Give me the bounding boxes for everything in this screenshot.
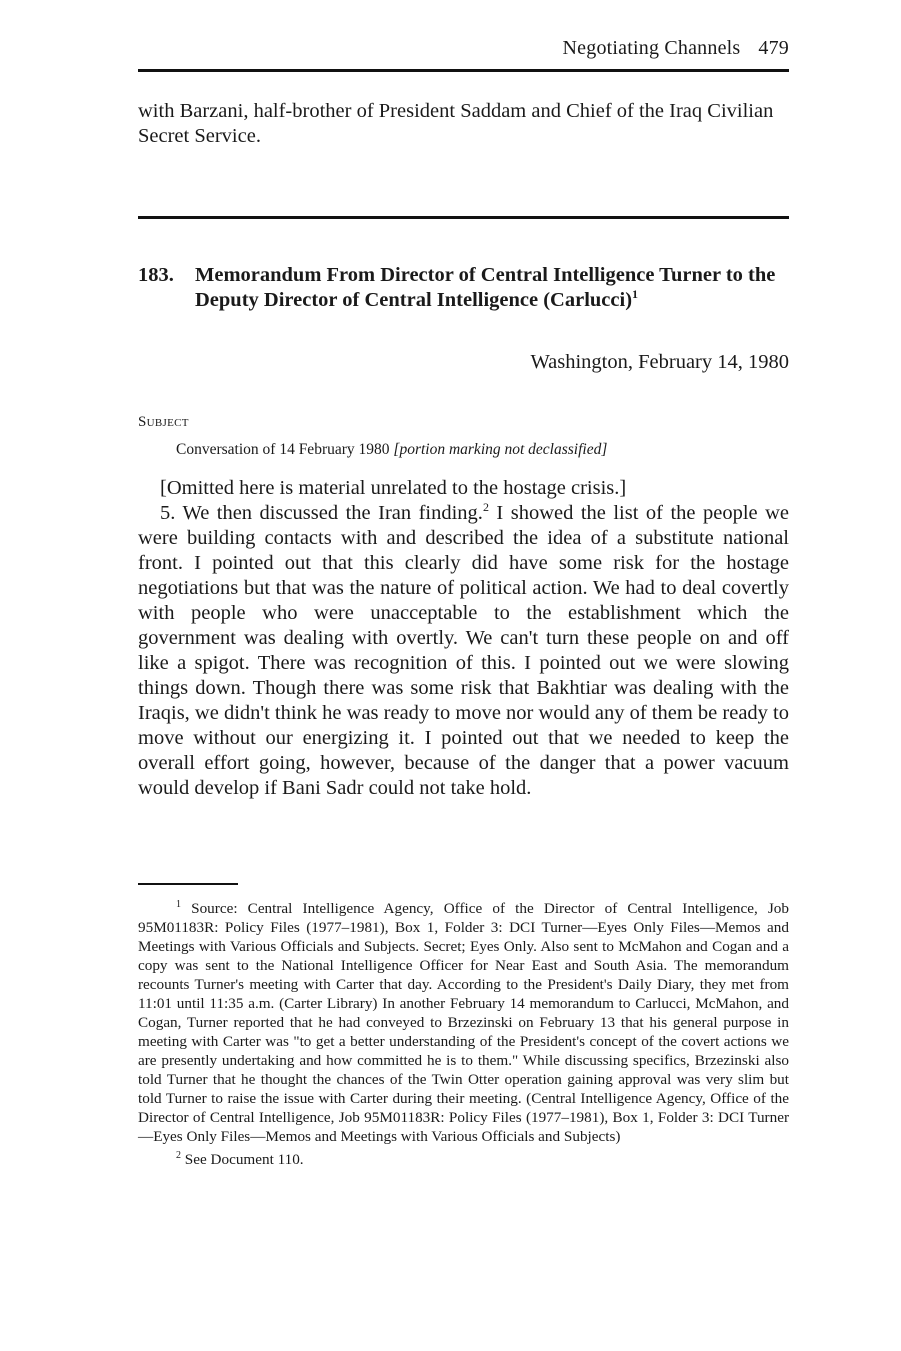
footnote-rule (138, 883, 238, 885)
footnote-ref-2: 2 (482, 500, 489, 515)
footnotes (138, 899, 789, 1173)
subject-main: Conversation of 14 February 1980 (176, 441, 394, 458)
document-number: 183. (138, 264, 174, 286)
footnote-2-text: See Document 110. (181, 1151, 304, 1168)
paragraph-5-start: 5. We then discussed the Iran finding. (160, 502, 483, 524)
footnote-1 (138, 899, 789, 1146)
document-title (195, 263, 789, 313)
document-heading (138, 263, 789, 313)
document-title-text: Memorandum From Director of Central Intelligence Turner to the Deputy Director of Central Intelligence (Carlucci) (195, 264, 776, 311)
omitted-note: [Omitted here is material unrelated to the hostage crisis.] (160, 477, 627, 499)
footnote-1-text: Source: Central Intelligence Agency, Office of the Director of Central Intelligence, Job 95M01183R: Policy Files (1977–1981), Box 1, Folder 3: DCI Turner—Eyes Only Files—Memos and Meetings with Various Officials and Subjects. Secret; Eyes Only. Also sent to McMahon and Cogan and a copy was sent to the National Intelligence Officer for Near East and South Asia. The memorandum recounts Turner's meeting with Carter that day. According to the President's Daily Diary, they met from 11:01 until 11:35 a.m. (Carter Library) In another February 14 memorandum to Carlucci, McMahon, and Cogan, Turner reported that he had conveyed to Brzezinski on February 13 that his general purpose in meeting with Carter was "to get a better understanding of the President's concept of the covert actions we are presently undertaking and how committed he is to them." While discussing specifics, Brzezinski also told Turner that he thought the chances of the Twin Otter operation gaining approval was very slim but told Turner to raise the issue with Carter during their meeting. (Central Intelligence Agency, Office of the Director of Central Intelligence, Job 95M01183R: Policy Files (1977–1981), Box 1, Folder 3: DCI Turner—Eyes Only Files—Memos and Meetings with Various Officials and Subjects) (138, 900, 789, 1145)
paragraph-5 (138, 501, 789, 801)
document-body (138, 476, 789, 801)
subject-label: Subject (138, 414, 189, 430)
page-number: 479 (758, 37, 789, 59)
footnote-marker-1: 1 (176, 898, 181, 910)
subject-note: [portion marking not declassified] (393, 441, 608, 458)
dateline: Washington, February 14, 1980 (530, 351, 789, 373)
footnote-marker-2: 2 (176, 1149, 181, 1161)
footnote-2 (138, 1150, 789, 1169)
header-rule (138, 69, 789, 72)
running-head (563, 37, 789, 60)
footnote-ref-1: 1 (632, 287, 639, 302)
section-rule (138, 216, 789, 219)
continuation-paragraph: with Barzani, half-brother of President Saddam and Chief of the Iraq Civilian Secret Service. (138, 100, 774, 147)
running-head-title: Negotiating Channels (562, 37, 741, 59)
subject-text (176, 441, 607, 459)
paragraph-5-rest: I showed the list of the people we were building contacts with and described the idea of a substitute national front. I pointed out that this clearly did have some risk for the hostage negotiations but that was the nature of political action. We had to deal covertly with people who were unacceptable to the establishment which the government was dealing with overtly. We can't turn these people on and off like a spigot. There was recognition of this. I pointed out we were slowing things down. Though there was some risk that Bakhtiar was dealing with the Iraqis, we didn't think he was ready to move nor would any of them be ready to move without our energizing it. I pointed out that we needed to keep the overall effort going, however, because of the danger that a power vacuum would develop if Bani Sadr could not take hold. (138, 502, 789, 799)
